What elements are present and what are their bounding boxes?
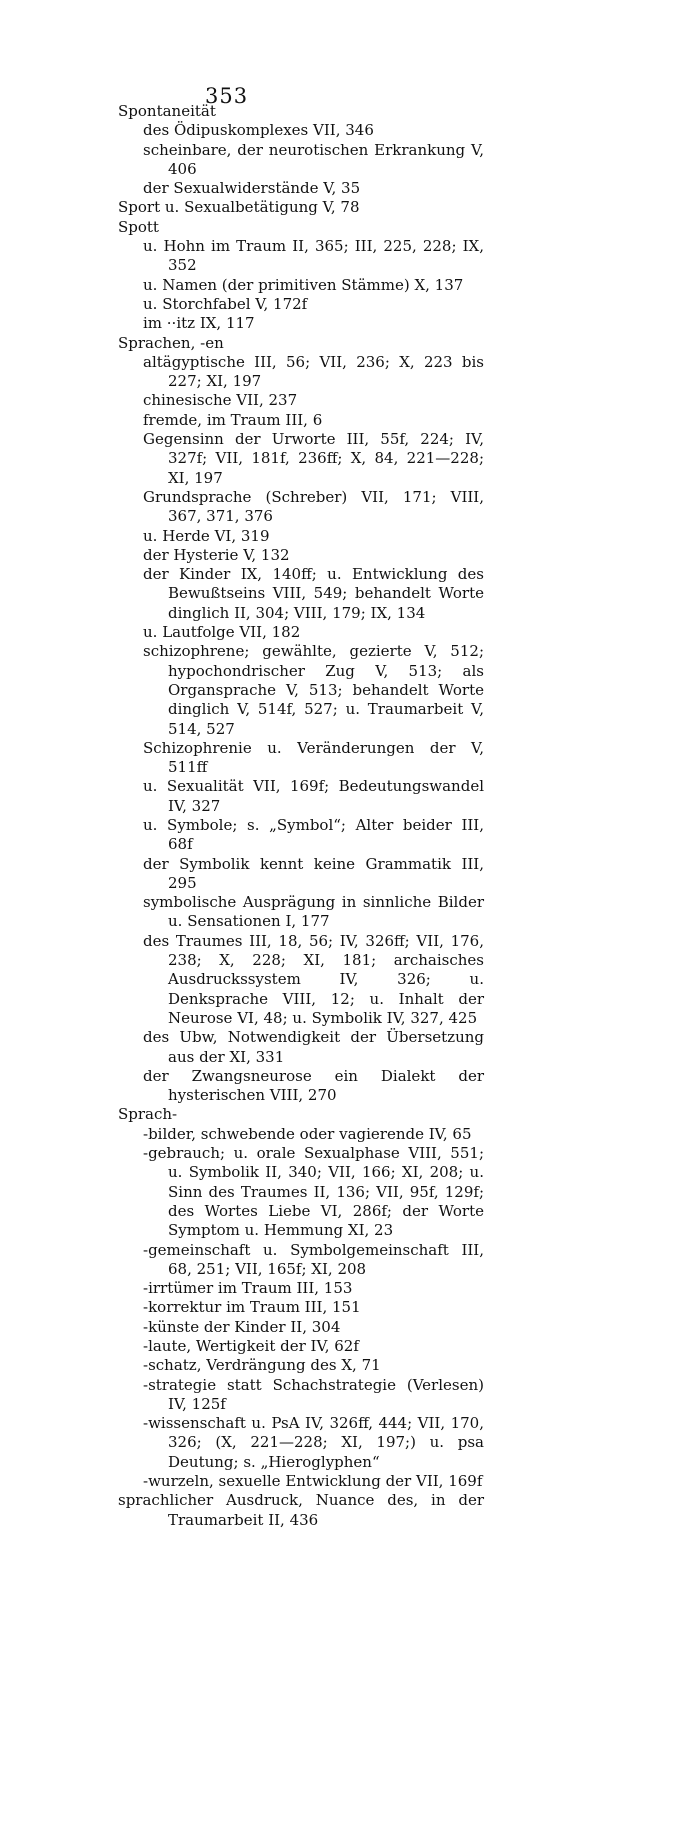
index-subentry: schizophrene; gewählte, gezierte V, 512; hypochondrischer Zug V, 513; als Organsprache V, 513; behandelt Worte dinglich V, 514f, 527; u. Traumarbeit V, 514, 527 [143, 642, 484, 738]
index-subentry: im ··itz IX, 117 [143, 314, 255, 333]
index-subentry: -gebrauch; u. orale Sexualphase VIII, 551; u. Symbolik II, 340; VII, 166; XI, 208; u. Sinn des Traumes II, 136; VII, 95f, 129f; des Wortes Liebe VI, 286f; der Worte Symptom u. Hemmung XI, 23 [143, 1144, 484, 1240]
index-subentry: der Hysterie V, 132 [143, 545, 290, 564]
index-subentry: des Traumes III, 18, 56; IV, 326ff; VII, 176, 238; X, 228; XI, 181; archaisches Ausdruckssystem IV, 326; u. Denksprache VIII, 12; u. Inhalt der Neurose VI, 48; u. Symbolik IV, 327, 425 [143, 931, 484, 1027]
index-subentry: u. Storchfabel V, 172f [143, 294, 308, 313]
index-headword: Spott [118, 217, 159, 236]
index-subentry: altägyptische III, 56; VII, 236; X, 223 bis 227; XI, 197 [143, 352, 484, 391]
index-subentry: -bilder, schwebende oder vagierende IV, 65 [143, 1124, 472, 1143]
index-subentry: Schizophrenie u. Veränderungen der V, 511ff [143, 738, 484, 777]
index-subentry: der Kinder IX, 140ff; u. Entwicklung des Bewußtseins VIII, 549; behandelt Worte dinglich II, 304; VIII, 179; IX, 134 [143, 565, 484, 622]
index-subentry: -irrtümer im Traum III, 153 [143, 1279, 353, 1298]
index-subentry: u. Namen (der primitiven Stämme) X, 137 [143, 275, 464, 294]
index-headword: Spontaneität [118, 102, 216, 120]
index-subentry: -korrektur im Traum III, 151 [143, 1298, 361, 1317]
index-subentry: chinesische VII, 237 [143, 391, 298, 410]
index-subentry: -wurzeln, sexuelle Entwicklung der VII, 169f [143, 1472, 483, 1491]
index-subentry: u. Lautfolge VII, 182 [143, 623, 301, 642]
index-subentry: -strategie statt Schachstrategie (Verlesen) IV, 125f [143, 1375, 484, 1413]
index-subentry: -schatz, Verdrängung des X, 71 [143, 1356, 381, 1375]
index-headword: Sprach- [118, 1105, 178, 1124]
index-subentry: Grundsprache (Schreber) VII, 171; VIII, 367, 371, 376 [143, 487, 484, 526]
index-subentry: -wissenschaft u. PsA IV, 326ff, 444; VII, 170, 326; (X, 221—228; XI, 197;) u. psa Deutung; s. „Hieroglyphen“ [143, 1414, 484, 1471]
index-subentry: des Ubw, Notwendigkeit der Übersetzung aus der XI, 331 [143, 1028, 484, 1066]
index-subentry: -laute, Wertigkeit der IV, 62f [143, 1337, 359, 1355]
page-number: 353 [205, 84, 249, 108]
index-headword: Sprachen, -en [118, 333, 224, 352]
index-subentry: Gegensinn der Urworte III, 55f, 224; IV, 327f; VII, 181f, 236ff; X, 84, 221—228; XI, 197 [143, 430, 484, 487]
index-subentry: u. Herde VI, 319 [143, 526, 270, 545]
index-subentry: -künste der Kinder II, 304 [143, 1317, 341, 1336]
index-subentry: -gemeinschaft u. Symbolgemeinschaft III, 68, 251; VII, 165f; XI, 208 [143, 1240, 484, 1278]
index-headword: Sport u. Sexualbetätigung V, 78 [118, 198, 360, 217]
index-subentry: u. Symbole; s. „Symbol“; Alter beider III, 68f [143, 815, 484, 854]
index-subentry: symbolische Ausprägung in sinnliche Bilder u. Sensationen I, 177 [143, 893, 484, 931]
index-subentry: der Symbolik kennt keine Grammatik III, 295 [143, 854, 484, 892]
index-subentry: u. Sexualität VII, 169f; Bedeutungswandel IV, 327 [143, 777, 484, 815]
index-subentry: scheinbare, der neurotischen Erkrankung V, 406 [143, 140, 484, 178]
index-headword: sprachlicher Ausdruck, Nuance des, in der Traumarbeit II, 436 [118, 1491, 484, 1529]
index-subentry: der Zwangsneurose ein Dialekt der hysterischen VIII, 270 [143, 1066, 484, 1105]
index-subentry: des Ödipuskomplexes VII, 346 [143, 121, 374, 140]
index-column [118, 102, 484, 1530]
index-subentry: u. Hohn im Traum II, 365; III, 225, 228; IX, 352 [143, 237, 484, 275]
index-subentry: fremde, im Traum III, 6 [143, 410, 323, 429]
index-subentry: der Sexualwiderstände V, 35 [143, 179, 361, 198]
